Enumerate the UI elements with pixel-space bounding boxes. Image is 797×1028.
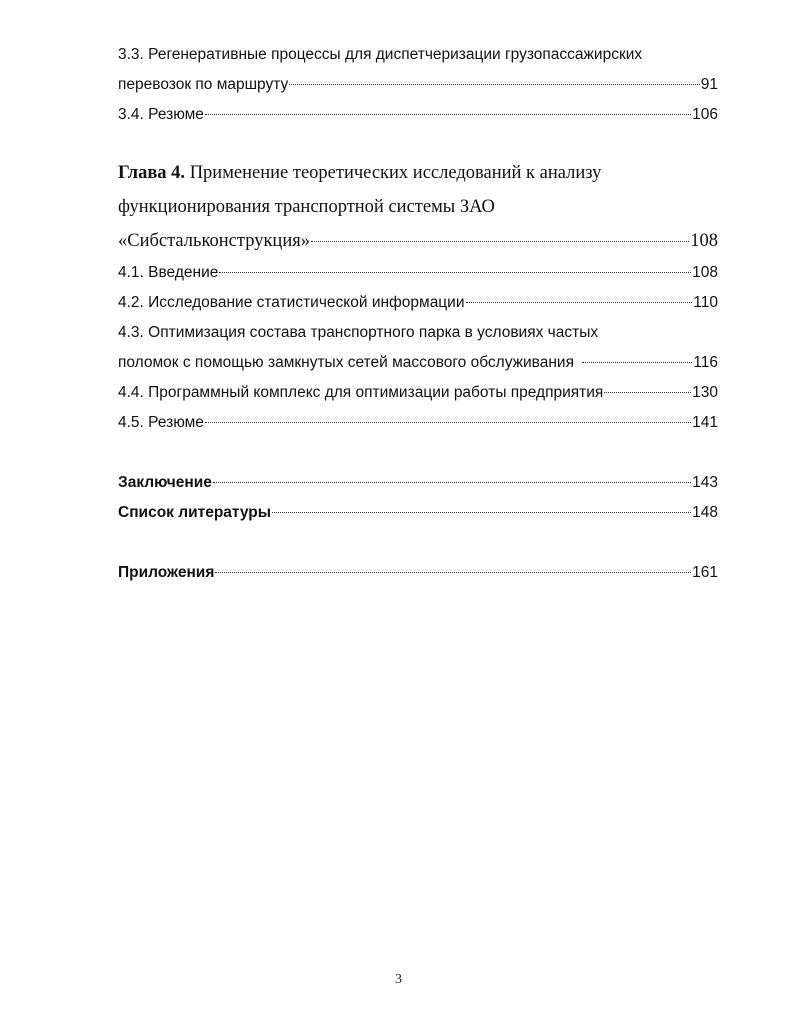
toc-page-number: 106 [692,106,718,123]
chapter-title: функционирования транспортной системы ЗАО [118,197,495,217]
dot-leader [205,422,691,423]
toc-entry-4-1 [118,258,718,288]
dot-leader [311,241,689,242]
dot-leader [604,392,691,393]
dot-leader [289,84,699,85]
dot-leader [205,114,691,115]
toc-entry-title: 4.4. Программный комплекс для оптимизации работы предприятия [118,384,604,401]
toc-chapter-4 [118,224,718,258]
toc-page-number: 161 [692,564,718,581]
toc-page-number: 110 [693,294,718,311]
toc-entry-4-2 [118,288,718,318]
chapter-title: Применение теоретических исследований к анализу [189,163,602,183]
toc-entry-title: 4.2. Исследование статистической информации [118,294,465,311]
toc-page-number: 108 [692,264,718,281]
toc-entry-conclusion [118,468,718,498]
toc-entry-title: 4.5. Резюме [118,414,204,431]
toc-entry-title: 4.3. Оптимизация состава транспортного парка в условиях частых [118,324,599,341]
dot-leader [215,572,691,573]
toc-entry-title: 4.1. Введение [118,264,219,281]
toc-entry-title: Список литературы [118,504,272,521]
toc-chapter-4-line1 [118,156,718,190]
toc-page-number: 108 [690,231,718,251]
toc-entry-4-3 [118,348,718,378]
dot-leader [219,272,691,273]
toc-entry-4-4 [118,378,718,408]
toc-entry-4-5 [118,408,718,438]
toc-entry-title: 3.4. Резюме [118,106,204,123]
dot-leader [582,362,692,363]
dot-leader [213,482,691,483]
toc-entry-references [118,498,718,528]
toc-page-number: 91 [700,76,718,93]
chapter-title: «Сибстальконструкция» [118,231,310,251]
toc-page-number: 141 [692,414,718,431]
page-number-footer: 3 [395,972,402,987]
toc-entry-3-3 [118,70,718,100]
toc-entry-3-4 [118,100,718,130]
chapter-label: Глава 4. [118,163,186,183]
toc-page-number: 143 [692,474,718,491]
toc-entry-title: Заключение [118,474,212,491]
toc-page-number: 116 [693,354,718,371]
table-of-contents [118,40,718,588]
toc-page-number: 130 [692,384,718,401]
dot-leader [272,512,691,513]
dot-leader [466,302,693,303]
toc-chapter-4-line2 [118,190,718,224]
toc-page-number: 148 [692,504,718,521]
toc-entry-3-3-line1 [118,40,718,70]
toc-entry-appendices [118,558,718,588]
toc-entry-4-3-line1 [118,318,718,348]
toc-entry-title: поломок с помощью замкнутых сетей массового обслуживания [118,354,574,371]
toc-entry-title: Приложения [118,564,215,581]
toc-entry-title: 3.3. Регенеративные процессы для диспетчеризации грузопассажирских [118,46,643,63]
toc-entry-title: перевозок по маршруту [118,76,289,93]
